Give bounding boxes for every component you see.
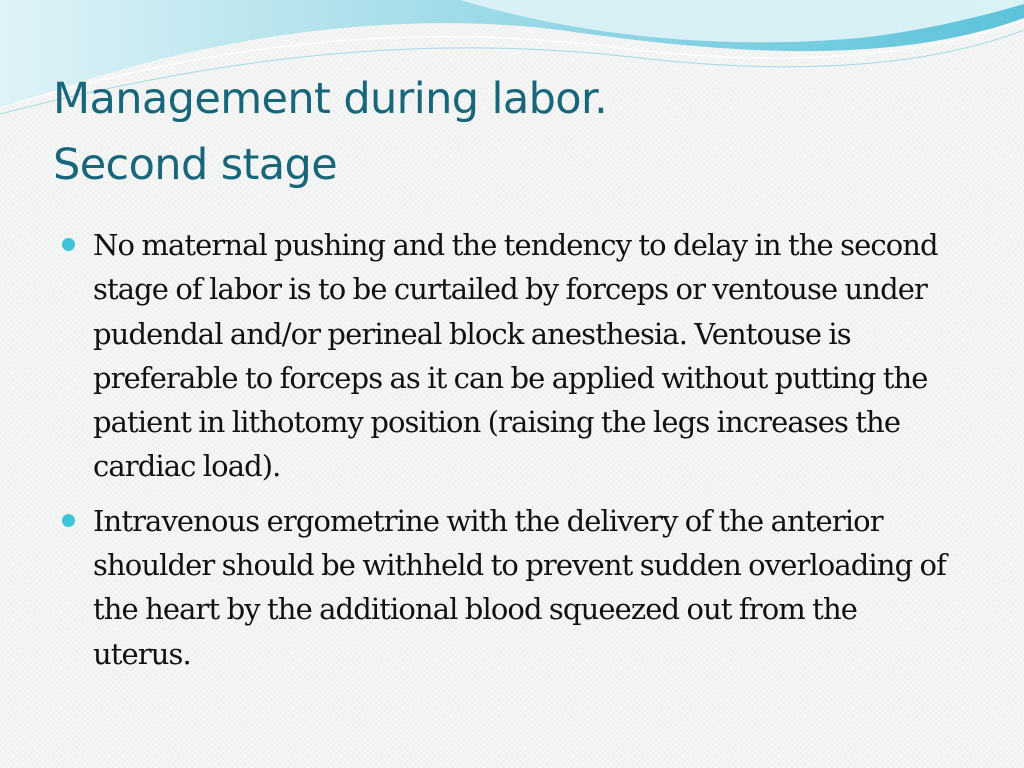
bullet-item-2 [62, 499, 962, 676]
bullet-text-1: No maternal pushing and the tendency to delay in the second stage of labor is to be curtailed by forceps or ventouse under pudendal and/or perineal block anesthesia. Ventouse is preferable to forceps as it can be applied without putting the patient in lithotomy position (raising the legs increases the cardiac load). [93, 228, 938, 484]
bullet-item-1 [62, 223, 962, 489]
slide-title [53, 66, 607, 198]
bullet-list [62, 223, 962, 686]
slide-title-line2: Second stage [53, 140, 338, 190]
bullet-text-2: Intravenous ergometrine with the delivery of the anterior shoulder should be withheld to prevent sudden overloading of the heart by the additional blood squeezed out from the uterus. [93, 503, 946, 671]
slide-title-line1: Management during labor. [53, 74, 608, 124]
bullet-dot-icon [62, 514, 75, 527]
bullet-dot-icon [62, 238, 75, 251]
